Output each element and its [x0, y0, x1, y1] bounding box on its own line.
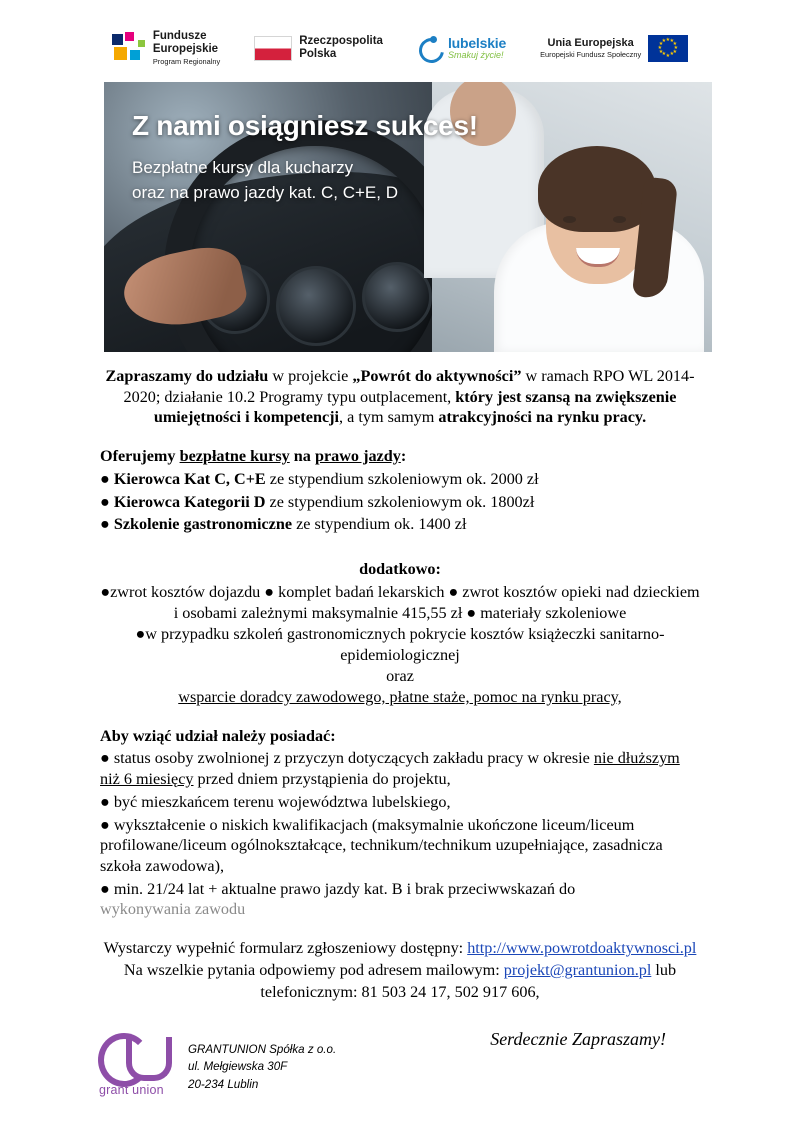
offer-heading-plain-3: : — [400, 447, 407, 466]
project-email-link[interactable]: projekt@grantunion.pl — [503, 961, 652, 980]
offer-item-bold: ● Kierowca Kat C, C+E — [100, 469, 266, 488]
condition-item — [100, 748, 700, 789]
condition-text-underline: nie dłuższym niż 6 miesięcy — [100, 749, 680, 789]
logo-fundusze-name-1: Fundusze — [152, 29, 207, 42]
logo-fundusze-sub: Program Regionalny — [152, 56, 221, 66]
logo-fundusze-name-2: Europejskie — [152, 42, 219, 55]
grantunion-logo-icon — [96, 1033, 170, 1105]
logo-lubelskie-text — [448, 36, 506, 61]
intro-bold-1: Zapraszamy do udziału — [105, 367, 269, 385]
offer-item-rest: ze stypendium ok. 1400 zł — [292, 515, 467, 534]
company-street: ul. Mełgiewska 30F — [188, 1060, 288, 1074]
fundusze-europejskie-blocks-icon — [112, 32, 146, 64]
company-address — [188, 1033, 336, 1093]
condition-item: ● być mieszkańcem terenu województwa lubelskiego, — [100, 792, 451, 811]
condition-item: ● min. 21/24 lat + aktualne prawo jazdy kat. B i brak przeciwwskazań do — [100, 879, 576, 898]
offer-heading-plain-1: Oferujemy — [100, 447, 180, 466]
intro-bold-4: atrakcyjności na rynku pracy. — [438, 408, 647, 427]
condition-item: ● wykształcenie o niskich kwalifikacjach (maksymalnie ukończone liceum/liceum profilowane/liceum ogólnokształcące, technikum/technikum uzupełniające, zasadnicza szkoła zawodowa), — [100, 815, 663, 875]
logo-lubelskie-tagline: Smakuj życie! — [447, 50, 504, 61]
logo-lubelskie-name: lubelskie — [447, 34, 507, 51]
offer-item — [100, 492, 700, 513]
hero-subheadline — [132, 156, 398, 205]
eu-flag-icon: ★ ★ ★ ★ ★ ★ ★ ★ ★ ★ ★ ★ — [648, 35, 688, 62]
project-website-link[interactable]: http://www.powrotdoaktywnosci.pl — [467, 939, 697, 958]
company-name: GRANTUNION Spółka z o.o. — [188, 1043, 337, 1056]
contact-block — [100, 938, 700, 1004]
intro-text-3: , a tym samym — [339, 408, 439, 427]
logo-unia-europejska — [540, 35, 688, 62]
logo-rzeczpospolita-line-2: Polska — [299, 48, 337, 60]
intro-bold-3: który jest szansą na zwiększenie umiejętności i kompetencji — [153, 387, 677, 427]
poster-body — [56, 366, 744, 1051]
logo-fundusze-europejskie — [112, 30, 220, 66]
grantunion-logo-word: grant union — [99, 1083, 164, 1097]
intro-text-2: w ramach RPO WL 2014-2020; działanie 10.2 Programy typu outplacement, — [123, 367, 695, 406]
offer-heading-underline-1: bezpłatne kursy — [179, 447, 290, 466]
contact-email-post: lub — [651, 961, 677, 980]
hero-subheadline-line-2: oraz na prawo jazdy kat. C, C+E, D — [132, 182, 398, 202]
logo-rzeczpospolita-line-1: Rzeczpospolita — [299, 34, 383, 47]
intro-paragraph — [100, 366, 700, 428]
condition-text-a: ● status osoby zwolnionej z przyczyn dotyczących zakładu pracy w okresie — [100, 749, 594, 768]
conditions-heading: Aby wziąć udział należy posiadać: — [100, 726, 336, 745]
offer-item-bold: ● Szkolenie gastronomiczne — [100, 515, 293, 534]
polish-flag-icon — [254, 36, 292, 61]
logo-lubelskie — [417, 35, 506, 61]
intro-text-1: w projekcie — [268, 367, 353, 385]
extras-line-1: ●zwrot kosztów dojazdu ● komplet badań lekarskich ● zwrot kosztów opieki nad dzieckiem i osobami zależnymi maksymalnie 415,55 zł ● materiały szkoleniowe — [100, 582, 700, 622]
offer-item-bold: ● Kierowca Kategorii D — [100, 492, 266, 511]
offer-item-rest: ze stypendium szkoleniowym ok. 2000 zł — [265, 469, 539, 488]
footer-company-block — [96, 1033, 336, 1105]
extras-oraz: oraz — [386, 667, 414, 686]
condition-item-continuation: wykonywania zawodu — [100, 900, 246, 919]
offer-item-rest: ze stypendium szkoleniowym ok. 1800zł — [265, 492, 535, 511]
intro-bold-2: „Powrót do aktywności” — [352, 367, 522, 385]
funding-logo-bar — [56, 0, 744, 74]
contact-phone-line: telefonicznym: 81 503 24 17, 502 917 606, — [260, 982, 540, 1001]
extras-heading: dodatkowo: — [359, 560, 441, 579]
offer-heading-plain-2: na — [289, 447, 315, 466]
hero-headline: Z nami osiągniesz sukces! — [132, 110, 478, 141]
offer-item — [100, 469, 700, 490]
extras-line-2: ●w przypadku szkoleń gastronomicznych pokrycie kosztów książeczki sanitarno-epidemiologicznej — [135, 625, 665, 665]
logo-fundusze-text — [153, 30, 220, 66]
logo-rzeczpospolita-text — [299, 35, 383, 61]
logo-rzeczpospolita-polska — [254, 35, 383, 61]
company-city: 20-234 Lublin — [188, 1077, 259, 1091]
logo-unia-line-1: Unia Europejska — [547, 36, 634, 49]
lubelskie-swirl-icon — [417, 35, 441, 61]
logo-unia-line-2: Europejski Fundusz Społeczny — [540, 50, 642, 60]
logo-unia-text — [540, 37, 641, 60]
contact-form-label: Wystarczy wypełnić formularz zgłoszeniowy dostępny: — [103, 939, 468, 958]
contact-email-label: Na wszelkie pytania odpowiemy pod adresem mailowym: — [123, 961, 504, 980]
offer-heading-underline-2: prawo jazdy — [314, 447, 401, 466]
closing-line: Serdecznie Zapraszamy! — [490, 1028, 666, 1049]
hero-banner — [104, 82, 712, 352]
offer-heading — [100, 446, 700, 467]
condition-text-b: przed dniem przystąpienia do projektu, — [193, 770, 451, 789]
extras-support-line: wsparcie doradcy zawodowego, płatne staże, pomoc na rynku pracy, — [178, 687, 622, 706]
offer-item — [100, 514, 700, 535]
hero-subheadline-line-1: Bezpłatne kursy dla kucharzy — [132, 158, 354, 177]
